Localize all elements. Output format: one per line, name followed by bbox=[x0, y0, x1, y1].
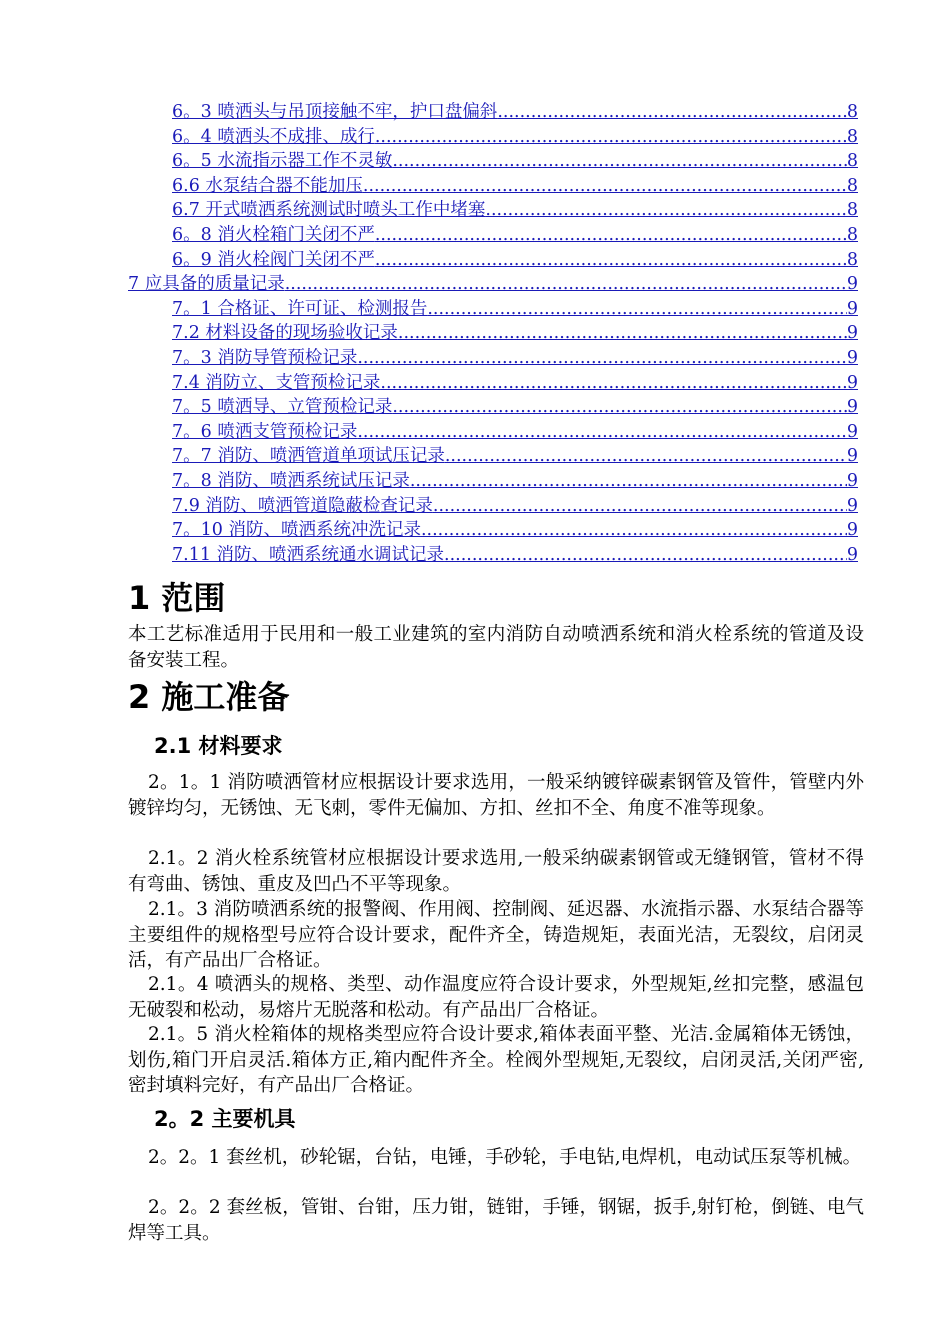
toc-link[interactable] bbox=[172, 420, 858, 445]
paragraph-2-2-1: 2。2。1 套丝机，砂轮锯，台钻，电锤，手砂轮，手电钻,电焊机，电动试压泵等机械。 bbox=[148, 1147, 862, 1168]
paragraph-2-2-2: 2。2。2 套丝板，管钳、台钳，压力钳，链钳，手锤，钢锯，扳手,射钉枪，倒链、电气焊等工具。 bbox=[128, 1197, 864, 1244]
toc-entry bbox=[0, 272, 950, 297]
toc-entry-title: 7。8 消防、喷洒系统试压记录 bbox=[172, 470, 410, 491]
toc-entry bbox=[0, 371, 950, 396]
toc-entry-title: 7。10 消防、喷洒系统冲洗记录 bbox=[172, 520, 421, 541]
toc-entry-title: 6.7 开式喷洒系统测试时喷头工作中堵塞 bbox=[172, 200, 486, 221]
toc-entry-title: 6。5 水流指示器工作不灵敏 bbox=[172, 151, 393, 172]
toc-entry-page: 8 bbox=[846, 175, 858, 196]
paragraph-2-1-2: 2.1。2 消火栓系统管材应根据设计要求选用,一般采纳碳素钢管或无缝钢管，管材不得有弯曲、锈蚀、重皮及凹凸不平等现象。 bbox=[128, 848, 864, 895]
toc-link[interactable] bbox=[172, 149, 858, 174]
toc-entry-page: 9 bbox=[846, 446, 858, 467]
toc-entry bbox=[0, 125, 950, 150]
toc-entry-title: 7.4 消防立、支管预检记录 bbox=[172, 372, 381, 393]
toc-entry-title: 6.6 水泵结合器不能加压 bbox=[172, 175, 363, 196]
toc-entry-page: 9 bbox=[846, 274, 858, 295]
toc-entry bbox=[0, 297, 950, 322]
section-2-heading: 2 施工准备 bbox=[128, 678, 290, 716]
toc-entry-page: 9 bbox=[846, 397, 858, 418]
toc-entry-page: 8 bbox=[846, 151, 858, 172]
toc-entry bbox=[0, 518, 950, 543]
toc-link[interactable] bbox=[172, 321, 858, 346]
toc-entry-title: 7.9 消防、喷洒管道隐蔽检查记录 bbox=[172, 495, 433, 516]
toc-entry-page: 8 bbox=[846, 102, 858, 122]
toc-entry-page: 9 bbox=[846, 470, 858, 491]
toc-entry bbox=[0, 223, 950, 248]
toc-link[interactable] bbox=[172, 444, 858, 469]
toc-entry-title: 7.11 消防、喷洒系统通水调试记录 bbox=[172, 544, 445, 565]
toc-entry bbox=[0, 100, 950, 125]
toc-entry bbox=[0, 543, 950, 568]
toc-entry-page: 9 bbox=[846, 544, 858, 565]
subsection-2-1-heading: 2.1 材料要求 bbox=[154, 734, 283, 758]
toc-link[interactable] bbox=[172, 297, 858, 322]
toc-entry-title: 7.2 材料设备的现场验收记录 bbox=[172, 323, 398, 344]
toc-entry-page: 8 bbox=[846, 224, 858, 245]
toc-entry bbox=[0, 469, 950, 494]
toc-entry-title: 7。1 合格证、许可证、检测报告 bbox=[172, 298, 428, 319]
toc-link[interactable] bbox=[172, 198, 858, 223]
toc-link[interactable] bbox=[172, 248, 858, 273]
toc-entry-title: 6。8 消火栓箱门关闭不严 bbox=[172, 224, 375, 245]
toc-entry-title: 7。5 喷洒导、立管预检记录 bbox=[172, 397, 393, 418]
toc-entry bbox=[0, 420, 950, 445]
toc-entry bbox=[0, 346, 950, 371]
toc-entry bbox=[0, 494, 950, 519]
toc-entry-title: 6。3 喷洒头与吊顶接触不牢，护口盘偏斜 bbox=[172, 102, 498, 122]
toc-link[interactable] bbox=[172, 223, 858, 248]
toc-link[interactable] bbox=[172, 518, 858, 543]
toc-entry-page: 8 bbox=[846, 200, 858, 221]
toc-link[interactable] bbox=[172, 125, 858, 150]
section-1-heading: 1 范围 bbox=[128, 579, 226, 617]
toc-entry-title: 7。3 消防导管预检记录 bbox=[172, 347, 358, 368]
toc-entry bbox=[0, 149, 950, 174]
toc-entry bbox=[0, 321, 950, 346]
toc-entry-title: 7 应具备的质量记录 bbox=[128, 274, 285, 295]
toc-entry-page: 9 bbox=[846, 298, 858, 319]
toc-link[interactable] bbox=[172, 469, 858, 494]
toc-entry-title: 7。7 消防、喷洒管道单项试压记录 bbox=[172, 446, 445, 467]
toc-entry-page: 9 bbox=[846, 421, 858, 442]
toc-entry bbox=[0, 395, 950, 420]
toc-entry-page: 9 bbox=[846, 347, 858, 368]
toc-link[interactable] bbox=[172, 371, 858, 396]
subsection-2-2-heading: 2。2 主要机具 bbox=[154, 1107, 296, 1131]
toc-entry bbox=[0, 248, 950, 273]
toc-entry-page: 9 bbox=[846, 372, 858, 393]
toc-link[interactable] bbox=[172, 174, 858, 199]
table-of-contents bbox=[0, 100, 950, 567]
toc-entry-page: 8 bbox=[846, 249, 858, 270]
toc-entry-page: 9 bbox=[846, 520, 858, 541]
toc-entry-title: 6。4 喷洒头不成排、成行 bbox=[172, 126, 375, 147]
paragraph-2-1-4: 2.1。4 喷洒头的规格、类型、动作温度应符合设计要求，外型规矩,丝扣完整，感温包无破裂和松动，易熔片无脱落和松动。有产品出厂合格证。 bbox=[128, 974, 864, 1021]
toc-entry-page: 9 bbox=[846, 323, 858, 344]
toc-link[interactable] bbox=[172, 494, 858, 519]
toc-entry bbox=[0, 198, 950, 223]
toc-entry bbox=[0, 444, 950, 469]
toc-entry-title: 6。9 消火栓阀门关闭不严 bbox=[172, 249, 375, 270]
toc-link[interactable] bbox=[172, 346, 858, 371]
toc-link[interactable] bbox=[172, 395, 858, 420]
toc-entry-page: 9 bbox=[846, 495, 858, 516]
paragraph-2-1-1: 2。1。1 消防喷洒管材应根据设计要求选用，一般采纳镀锌碳素钢管及管件，管壁内外镀锌均匀，无锈蚀、无飞刺，零件无偏加、方扣、丝扣不全、角度不准等现象。 bbox=[128, 772, 864, 819]
toc-link[interactable] bbox=[128, 272, 858, 297]
toc-link[interactable] bbox=[172, 100, 858, 125]
paragraph-2-1-3: 2.1。3 消防喷洒系统的报警阀、作用阀、控制阀、延迟器、水流指示器、水泵结合器等主要组件的规格型号应符合设计要求，配件齐全，铸造规矩，表面光洁，无裂纹，启闭灵活，有产品出厂合格证。 bbox=[128, 899, 864, 972]
toc-entry-page: 8 bbox=[846, 126, 858, 147]
toc-entry bbox=[0, 174, 950, 199]
toc-entry-title: 7。6 喷洒支管预检记录 bbox=[172, 421, 358, 442]
paragraph-2-1-5: 2.1。5 消火栓箱体的规格类型应符合设计要求,箱体表面平整、光洁.金属箱体无锈蚀，划伤,箱门开启灵活.箱体方正,箱内配件齐全。栓阀外型规矩,无裂纹，启闭灵活,关闭严密,密封填料完好，有产品出厂合格证。 bbox=[128, 1024, 864, 1097]
toc-link[interactable] bbox=[172, 543, 858, 568]
section-1-text: 本工艺标准适用于民用和一般工业建筑的室内消防自动喷洒系统和消火栓系统的管道及设备安装工程。 bbox=[128, 624, 864, 671]
